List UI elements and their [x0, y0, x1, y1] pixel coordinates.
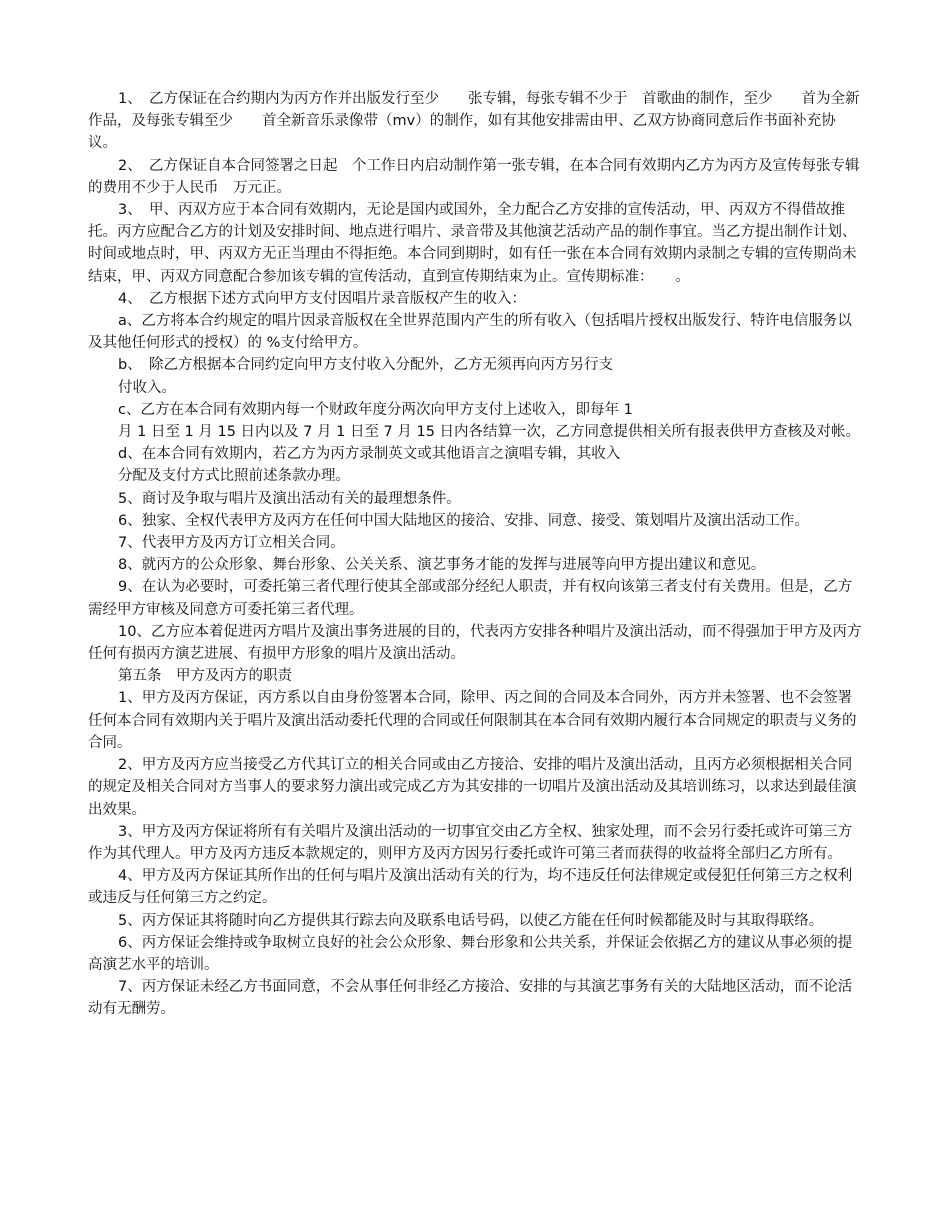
clause-paragraph: 1、 乙方保证在合约期内为丙方作并出版发行至少 张专辑，每张专辑不少于 首歌曲的制作，至少 首为全新作品，及每张专辑至少 首全新音乐录像带（mv）的制作，如有其他安排需由甲、乙双方协商同意后作书面补充协议。	[88, 91, 860, 152]
sub-clause-line: 付收入。	[118, 379, 176, 396]
clause-paragraph: 4、甲方及丙方保证其所作出的任何与唱片及演出活动有关的行为，均不违反任何法律规定或侵犯任何第三方之权利或违反与任何第三方之约定。	[88, 868, 853, 907]
clause-paragraph: 9、在认为必要时，可委托第三者代理行使其全部或部分经纪人职责，并有权向该第三者支付有关费用。但是，乙方需经甲方审核及同意方可委托第三者代理。	[88, 579, 853, 618]
clause-paragraph: 6、丙方保证会维持或争取树立良好的社会公众形象、舞台形象和公共关系，并保证会依据乙方的建议从事必须的提高演艺水平的培训。	[88, 934, 853, 973]
sub-clause-line: c、乙方在本合同有效期内每一个财政年度分两次向甲方支付上述收入，即每年 1	[118, 401, 633, 418]
clause-paragraph: 7、丙方保证未经乙方书面同意，不会从事任何非经乙方接洽、安排的与其演艺事务有关的大陆地区活动，而不论活动有无酬劳。	[88, 979, 853, 1018]
clause-paragraph: 6、独家、全权代表甲方及丙方在任何中国大陆地区的接洽、安排、同意、接受、策划唱片及演出活动工作。	[118, 512, 809, 529]
clause-paragraph: 3、甲方及丙方保证将所有有关唱片及演出活动的一切事宜交由乙方全权、独家处理，而不会另行委托或许可第三方作为其代理人。甲方及丙方违反本款规定的，则甲方及丙方因另行委托或许可第三者而获得的收益将全部归乙方所有。	[88, 823, 853, 862]
clause-paragraph: 1、甲方及丙方保证，丙方系以自由身份签署本合同，除甲、丙之间的合同及本合同外，丙方并未签署、也不会签署任何本合同有效期内关于唱片及演出活动委托代理的合同或任何限制其在本合同有效期内履行本合同规定的职责与义务的合同。	[88, 690, 857, 751]
clause-paragraph: 5、丙方保证其将随时向乙方提供其行踪去向及联系电话号码，以使乙方能在任何时候都能及时与其取得联络。	[118, 912, 824, 929]
sub-clause-line: b、 除乙方根据本合同约定向甲方支付收入分配外，乙方无须再向丙方另行支	[118, 357, 613, 374]
clause-paragraph: 4、 乙方根据下述方式向甲方支付因唱片录音版权产生的收入：	[118, 290, 526, 307]
clause-paragraph: 3、 甲、丙双方应于本合同有效期内，无论是国内或国外，全力配合乙方安排的宣传活动，甲、丙双方不得借故推托。丙方应配合乙方的计划及安排时间、地点进行唱片、录音带及其他演艺活动产品的制作事宜。当乙方提出制作计划、时间或地点时，甲、丙双方无正当理由不得拒绝。本合同到期时，如有任一张在本合同有效期内录制之专辑的宣传期尚未结束，甲、丙双方同意配合参加该专辑的宣传活动，直到宣传期结束为止。宣传期标准： 。	[88, 202, 857, 285]
section-heading: 第五条 甲方及丙方的职责	[118, 668, 292, 685]
clause-paragraph: 2、 乙方保证自本合同签署之日起 个工作日内启动制作第一张专辑，在本合同有效期内乙方为丙方及宣传每张专辑的费用不少于人民币 万元正。	[88, 157, 860, 196]
clause-paragraph: 10、乙方应本着促进丙方唱片及演出事务进展的目的，代表丙方安排各种唱片及演出活动，而不得强加于甲方及丙方任何有损丙方演艺进展、有损甲方形象的唱片及演出活动。	[88, 623, 862, 663]
sub-clause-line: 月 1 日至 1 月 15 日内以及 7 月 1 日至 7 月 15 日内各结算一次，乙方同意提供相关所有报表供甲方查核及对帐。	[118, 424, 861, 441]
sub-clause-line: 分配及支付方式比照前述条款办理。	[118, 468, 350, 485]
clause-paragraph: 2、甲方及丙方应当接受乙方代其订立的相关合同或由乙方接洽、安排的唱片及演出活动，且丙方必须根据相关合同的规定及相关合同对方当事人的要求努力演出或完成乙方为其安排的一切唱片及演出活动及其培训练习，以求达到最佳演出效果。	[88, 757, 857, 818]
sub-clause-paragraph: a、乙方将本合约规定的唱片因录音版权在全世界范围内产生的所有收入（包括唱片授权出版发行、特许电信服务以及其他任何形式的授权）的 %支付给甲方。	[88, 313, 852, 352]
sub-clause-line: d、在本合同有效期内，若乙方为丙方录制英文或其他语言之演唱专辑，其收入	[118, 446, 621, 463]
clause-paragraph: 5、商讨及争取与唱片及演出活动有关的最理想条件。	[118, 490, 461, 507]
clause-paragraph: 8、就丙方的公众形象、舞台形象、公关关系、演艺事务才能的发挥与进展等向甲方提出建议和意见。	[118, 557, 766, 574]
clause-paragraph: 7、代表甲方及丙方订立相关合同。	[118, 535, 345, 552]
